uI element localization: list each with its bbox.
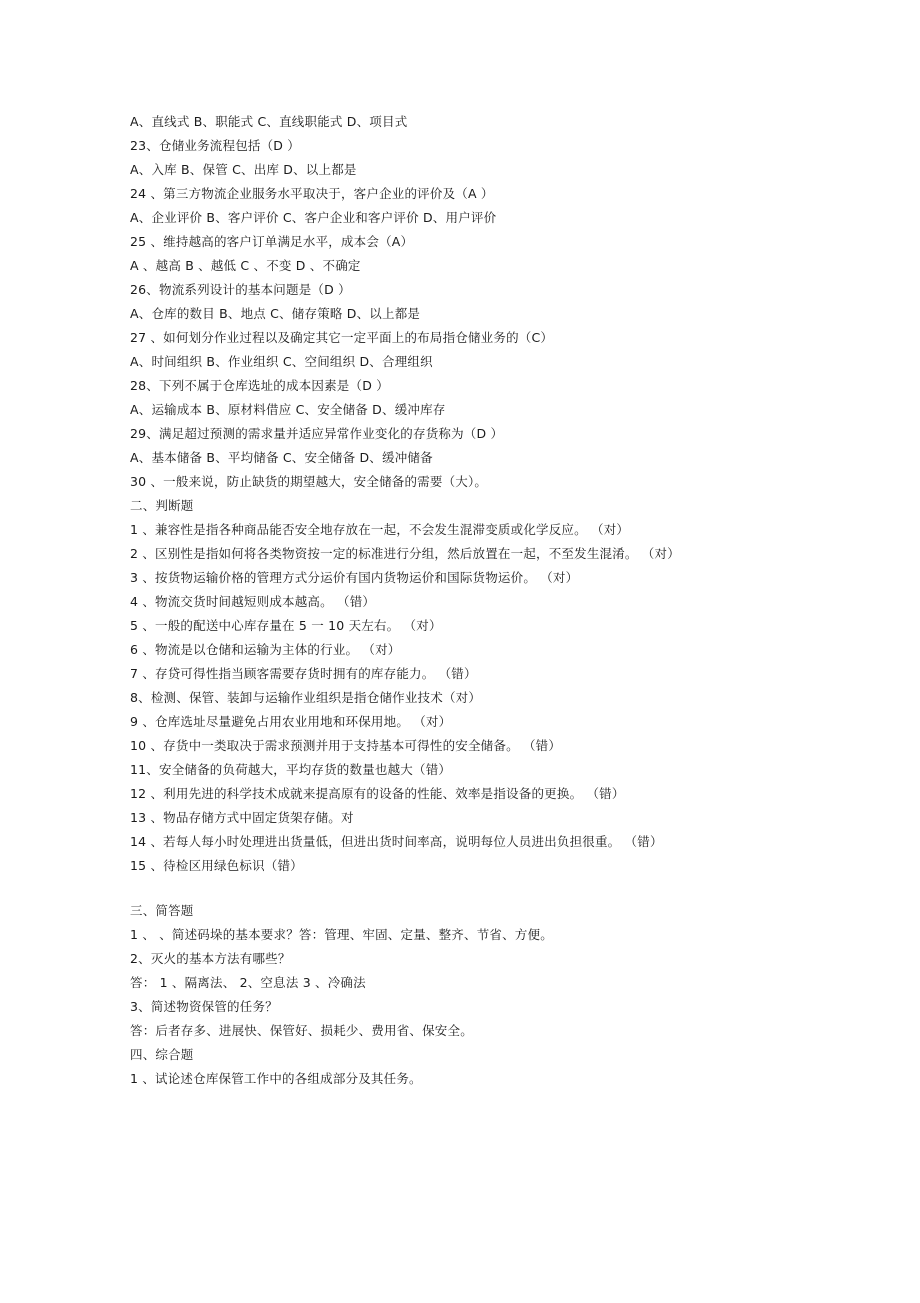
text-line: 5 、一般的配送中心库存量在 5 一 10 天左右。 （对） [130,618,442,633]
text-line: A、入库 B、保管 C、出库 D、以上都是 [130,162,357,177]
text-line: 答： 1 、隔离法、 2、空息法 3 、冷确法 [130,975,366,990]
text-line: 答：后者存多、进展快、保管好、损耗少、费用省、保安全。 [130,1023,473,1038]
text-line: 29、满足超过预测的需求量并适应异常作业变化的存货称为（D ） [130,426,504,441]
text-line: A、运输成本 B、原材料借应 C、安全储备 D、缓冲库存 [130,402,446,417]
question-list-part-1 [130,110,830,878]
text-line: 30 、一般来说，防止缺货的期望越大，安全储备的需要（大）。 [130,474,488,489]
text-line: 三、简答题 [130,903,194,918]
text-line: 14 、若每人每小时处理进出货量低，但进出货时间率高，说明每位人员进出负担很重。 （错） [130,834,663,849]
text-line: A、时间组织 B、作业组织 C、空间组织 D、合理组织 [130,354,433,369]
question-list-part-2 [130,899,830,1091]
text-line: 11、安全储备的负荷越大，平均存货的数量也越大（错） [130,762,452,777]
text-line: A、仓库的数目 B、地点 C、储存策略 D、以上都是 [130,306,421,321]
text-line: 23、仓储业务流程包括（D ） [130,138,301,153]
text-line: 15 、待检区用绿色标识（错） [130,858,303,873]
text-line: 8、检测、保管、装卸与运输作业组织是指仓储作业技术（对） [130,690,482,705]
text-line: 13 、物品存储方式中固定货架存储。对 [130,810,354,825]
text-line: 1 、试论述仓库保管工作中的各组成部分及其任务。 [130,1071,422,1086]
text-line: A、基本储备 B、平均储备 C、安全储备 D、缓冲储备 [130,450,433,465]
text-line: 2 、区别性是指如何将各类物资按一定的标准进行分组，然后放置在一起，不至发生混淆。 （对） [130,546,680,561]
text-line: 10 、存货中一类取决于需求预测并用于支持基本可得性的安全储备。 （错） [130,738,562,753]
text-line: A、企业评价 B、客户评价 C、客户企业和客户评价 D、用户评价 [130,210,497,225]
text-line: 四、综合题 [130,1047,194,1062]
text-line: 3 、按货物运输价格的管理方式分运价有国内货物运价和国际货物运价。 （对） [130,570,579,585]
text-line: 25 、维持越高的客户订单满足水平，成本会（A） [130,234,414,249]
text-line: 1 、 、简述码垛的基本要求？答：管理、牢固、定量、整齐、节省、方便。 [130,927,553,942]
text-line: 2、灭火的基本方法有哪些？ [130,951,291,966]
text-line: A、直线式 B、职能式 C、直线职能式 D、项目式 [130,114,408,129]
text-line: 27 、如何划分作业过程以及确定其它一定平面上的布局指仓储业务的（C） [130,330,554,345]
text-line: 28、下列不属于仓库选址的成本因素是（D ） [130,378,389,393]
text-line: 26、物流系列设计的基本问题是（D ） [130,282,351,297]
text-line: 7 、存贷可得性指当顾客需要存货时拥有的库存能力。 （错） [130,666,477,681]
text-line: 二、判断题 [130,498,194,513]
text-line: 4 、物流交货时间越短则成本越高。 （错） [130,594,376,609]
text-line: 12 、利用先进的科学技术成就来提高原有的设备的性能、效率是指设备的更换。 （错） [130,786,625,801]
text-line: 1 、兼容性是指各种商品能否安全地存放在一起，不会发生混滞变质或化学反应。 （对） [130,522,630,537]
text-line: 24 、第三方物流企业服务水平取决于，客户企业的评价及（A ） [130,186,494,201]
text-line: 3、简述物资保管的任务？ [130,999,278,1014]
text-line: 6 、物流是以仓储和运输为主体的行业。 （对） [130,642,401,657]
text-line: A 、越高 B 、越低 C 、不变 D 、不确定 [130,258,361,273]
text-line: 9 、仓库选址尽量避免占用农业用地和环保用地。 （对） [130,714,452,729]
